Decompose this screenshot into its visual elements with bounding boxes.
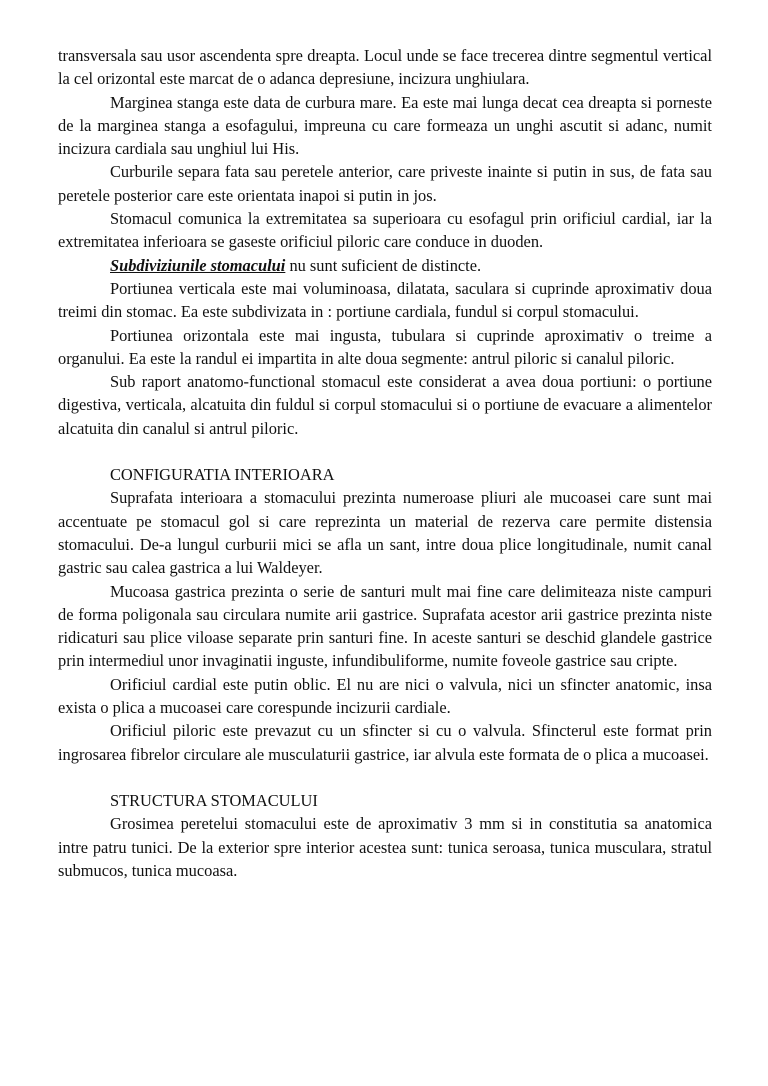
paragraph-interior-surface: Suprafata interioara a stomacului prezinta numeroase pliuri ale mucoasei care sunt mai accentuate pe stomacul gol si care reprezinta un material de rezerva care permite distensia stomacului. De-a lungul curburii mici se afla un sant, intre doua plice longitudinale, numit canal gastric sau calea gastrica a lui Waldeyer. [58,488,712,578]
subdivisions-rest: nu sunt suficient de distincte. [285,255,482,275]
paragraph-curvatures: Curburile separa fata sau peretele anterior, care priveste inainte si putin in sus, de fata sau peretele posterior care este orientata inapoi si putin in jos. [58,162,712,205]
paragraph-gastric-mucosa: Mucoasa gastrica prezinta o serie de santuri mult mai fine care delimiteaza niste campuri de forma poligonala sau circulara numite arii gastrice. Suprafata acestor arii gastrice prezinta niste ridicaturi sau plice viloase separate prin santuri fine. In aceste santuri se deschid glandele gastrice prin intermediul unor invaginatii inguste, infundibuliforme, numite foveole gastrice sau cripte. [58,581,712,671]
subdivisions-term: Subdiviziunile stomacului [110,255,286,275]
paragraph-continuation: transversala sau usor ascendenta spre dreapta. Locul unde se face trecerea dintre segmentul vertical la cel orizontal este marcat de o adanca depresiune, incizura unghiulara. [58,46,712,89]
paragraph-horizontal-portion: Portiunea orizontala este mai ingusta, tubulara si cuprinde aproximativ o treime a organului. Ea este la randul ei impartita in alte doua segmente: antrul piloric si canalul piloric. [58,325,712,368]
section-heading-configuration: CONFIGURATIA INTERIOARA [110,465,335,485]
paragraph-orifices: Stomacul comunica la extremitatea sa superioara cu esofagul prin orificiul cardial, iar la extremitatea inferioara se gaseste orificiul piloric care conduce in duoden. [58,209,712,252]
paragraph-vertical-portion: Portiunea verticala este mai voluminoasa, dilatata, saculara si cuprinde aproximativ doua treimi din stomac. Ea este subdivizata in : portiune cardiala, fundul si corpul stomacului. [58,278,712,322]
paragraph-functional: Sub raport anatomo-functional stomacul este considerat a avea doua portiuni: o portiune digestiva, verticala, alcatuita din fuldul si corpul stomacului si o portiune de evacuare a alimentelor alcatuita din canalul si antrul piloric. [58,372,712,438]
paragraph-pyloric-orifice: Orificiul piloric este prevazut cu un sfincter si cu o valvula. Sfincterul este format prin ingrosarea fibrelor circulare ale musculaturii gastrice, iar alvula este formata de o plica a mucoasei. [58,721,712,764]
paragraph-wall-thickness: Grosimea peretelui stomacului este de aproximativ 3 mm si in constitutia sa anatomica intre patru tunici. De la exterior spre interior acestea sunt: tunica seroasa, tunica musculara, stratul submucos, tunica mucoasa. [58,814,712,880]
section-heading-structure: STRUCTURA STOMACULUI [110,790,318,810]
paragraph-cardial-orifice: Orificiul cardial este putin oblic. El nu are nici o valvula, nici un sfincter anatomic, insa exista o plica a mucoasei care corespunde incizurii cardiale. [58,674,712,718]
paragraph-left-margin: Marginea stanga este data de curbura mare. Ea este mai lunga decat cea dreapta si porneste de la marginea stanga a esofagului, impreuna cu care formeaza un unghi ascutit si adanc, numit incizura cardiala sau unghiul lui His. [58,92,712,159]
paragraph-subdivisions [58,254,712,277]
